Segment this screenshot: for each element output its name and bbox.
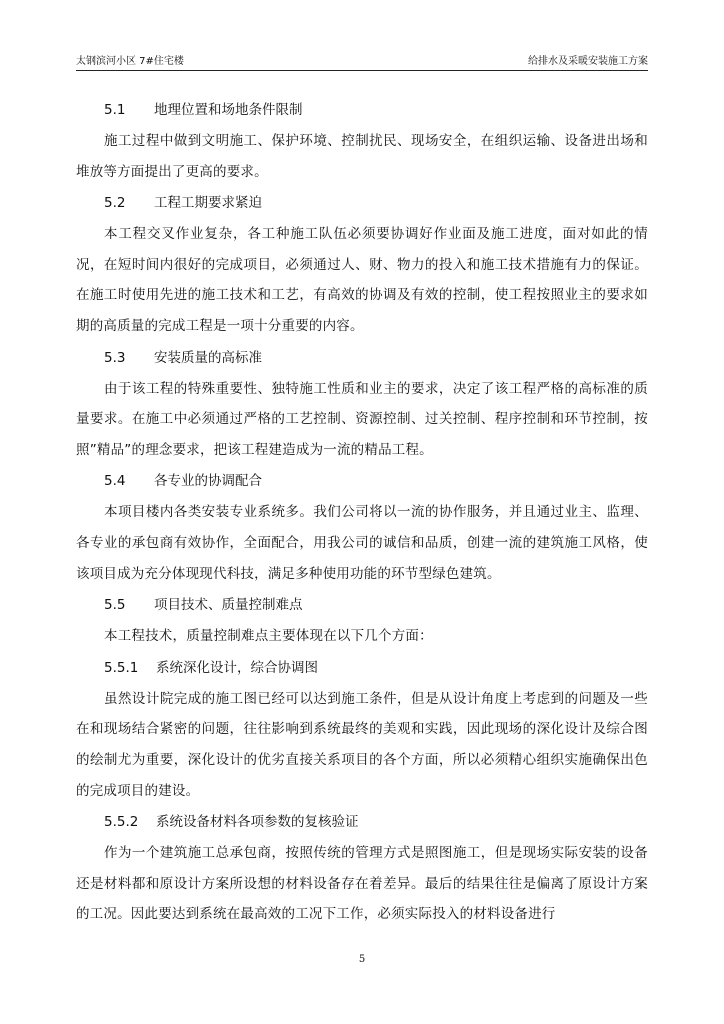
section-heading [76, 465, 648, 497]
section-number: 5.4 [104, 473, 126, 490]
section-heading [76, 187, 648, 219]
section-heading [76, 342, 648, 374]
section-number: 5.3 [104, 349, 126, 366]
section-number: 5.1 [104, 102, 126, 118]
section-title: 安装质量的高标准 [154, 349, 262, 366]
section-heading [76, 589, 648, 621]
subsection-heading [76, 652, 648, 684]
page-header [76, 50, 648, 71]
subsection-heading [76, 806, 648, 838]
section-paragraph: 本工程交叉作业复杂，各工种施工队伍必须要协调好作业面及施工进度，面对如此的情况，在短时间内很好的完成项目，必须通过人、财、物力的投入和施工技术措施有力的保证。在施工时使用先进的施工技术和工艺，有高效的协调及有效的控制，使工程按照业主的要求如期的高质量的完成工程是一项十分重要的内容。 [76, 226, 648, 334]
section-paragraph: 虽然设计院完成的施工图已经可以达到施工条件，但是从设计角度上考虑到的问题及一些在和现场结合紧密的问题，往往影响到系统最终的美观和实践，因此现场的深化设计及综合图的绘制尤为重要，深化设计的优劣直接关系项目的各个方面，所以必须精心组织实施确保出色的完成项目的建设。 [76, 690, 648, 799]
section-number: 5.5.1 [104, 659, 139, 676]
section-paragraph: 由于该工程的特殊重要性、独特施工性质和业主的要求，决定了该工程严格的高标准的质量要求。在施工中必须通过严格的工艺控制、资源控制、过关控制、程序控制和环节控制，按照”精品”的理念要求，把该工程建造成为一流的精品工程。 [76, 380, 648, 458]
section-paragraph: 施工过程中做到文明施工、保护环境、控制扰民、现场安全，在组织运输、设备进出场和堆放等方面提出了更高的要求。 [76, 133, 648, 180]
section-title: 系统深化设计，综合协调图 [156, 659, 318, 676]
section-title: 工程工期要求紧迫 [154, 195, 262, 212]
section-number: 5.5 [104, 597, 126, 614]
section-paragraph: 作为一个建筑施工总承包商，按照传统的管理方式是照图施工，但是现场实际安装的设备还是材料都和原设计方案所设想的材料设备存在着差异。最后的结果往往是偏离了原设计方案的工况。因此要达到系统在最高效的工况下工作，必须实际投入的材料设备进行 [76, 845, 648, 923]
section-number: 5.2 [104, 195, 126, 212]
header-document-title: 给排水及采暖安装施工方案 [528, 56, 648, 67]
document-body [76, 94, 648, 930]
header-project-name: 太钢滨河小区 7#住宅楼 [76, 56, 184, 67]
section-paragraph: 本工程技术，质量控制难点主要体现在以下几个方面： [104, 628, 433, 645]
section-title: 系统设备材料各项参数的复核验证 [156, 814, 359, 831]
section-paragraph: 本项目楼内各类安装专业系统多。我们公司将以一流的协作服务，并且通过业主、监理、各专业的承包商有效协作，全面配合，用我公司的诚信和品质，创建一流的建筑施工风格，使该项目成为充分体现现代科技，满足多种使用功能的环节型绿色建筑。 [76, 504, 648, 582]
section-title: 项目技术、质量控制难点 [154, 597, 303, 614]
section-title: 各专业的协调配合 [154, 473, 262, 490]
section-heading [76, 94, 648, 126]
section-number: 5.5.2 [104, 814, 139, 831]
page-number: 5 [358, 954, 366, 965]
section-title: 地理位置和场地条件限制 [154, 102, 303, 118]
